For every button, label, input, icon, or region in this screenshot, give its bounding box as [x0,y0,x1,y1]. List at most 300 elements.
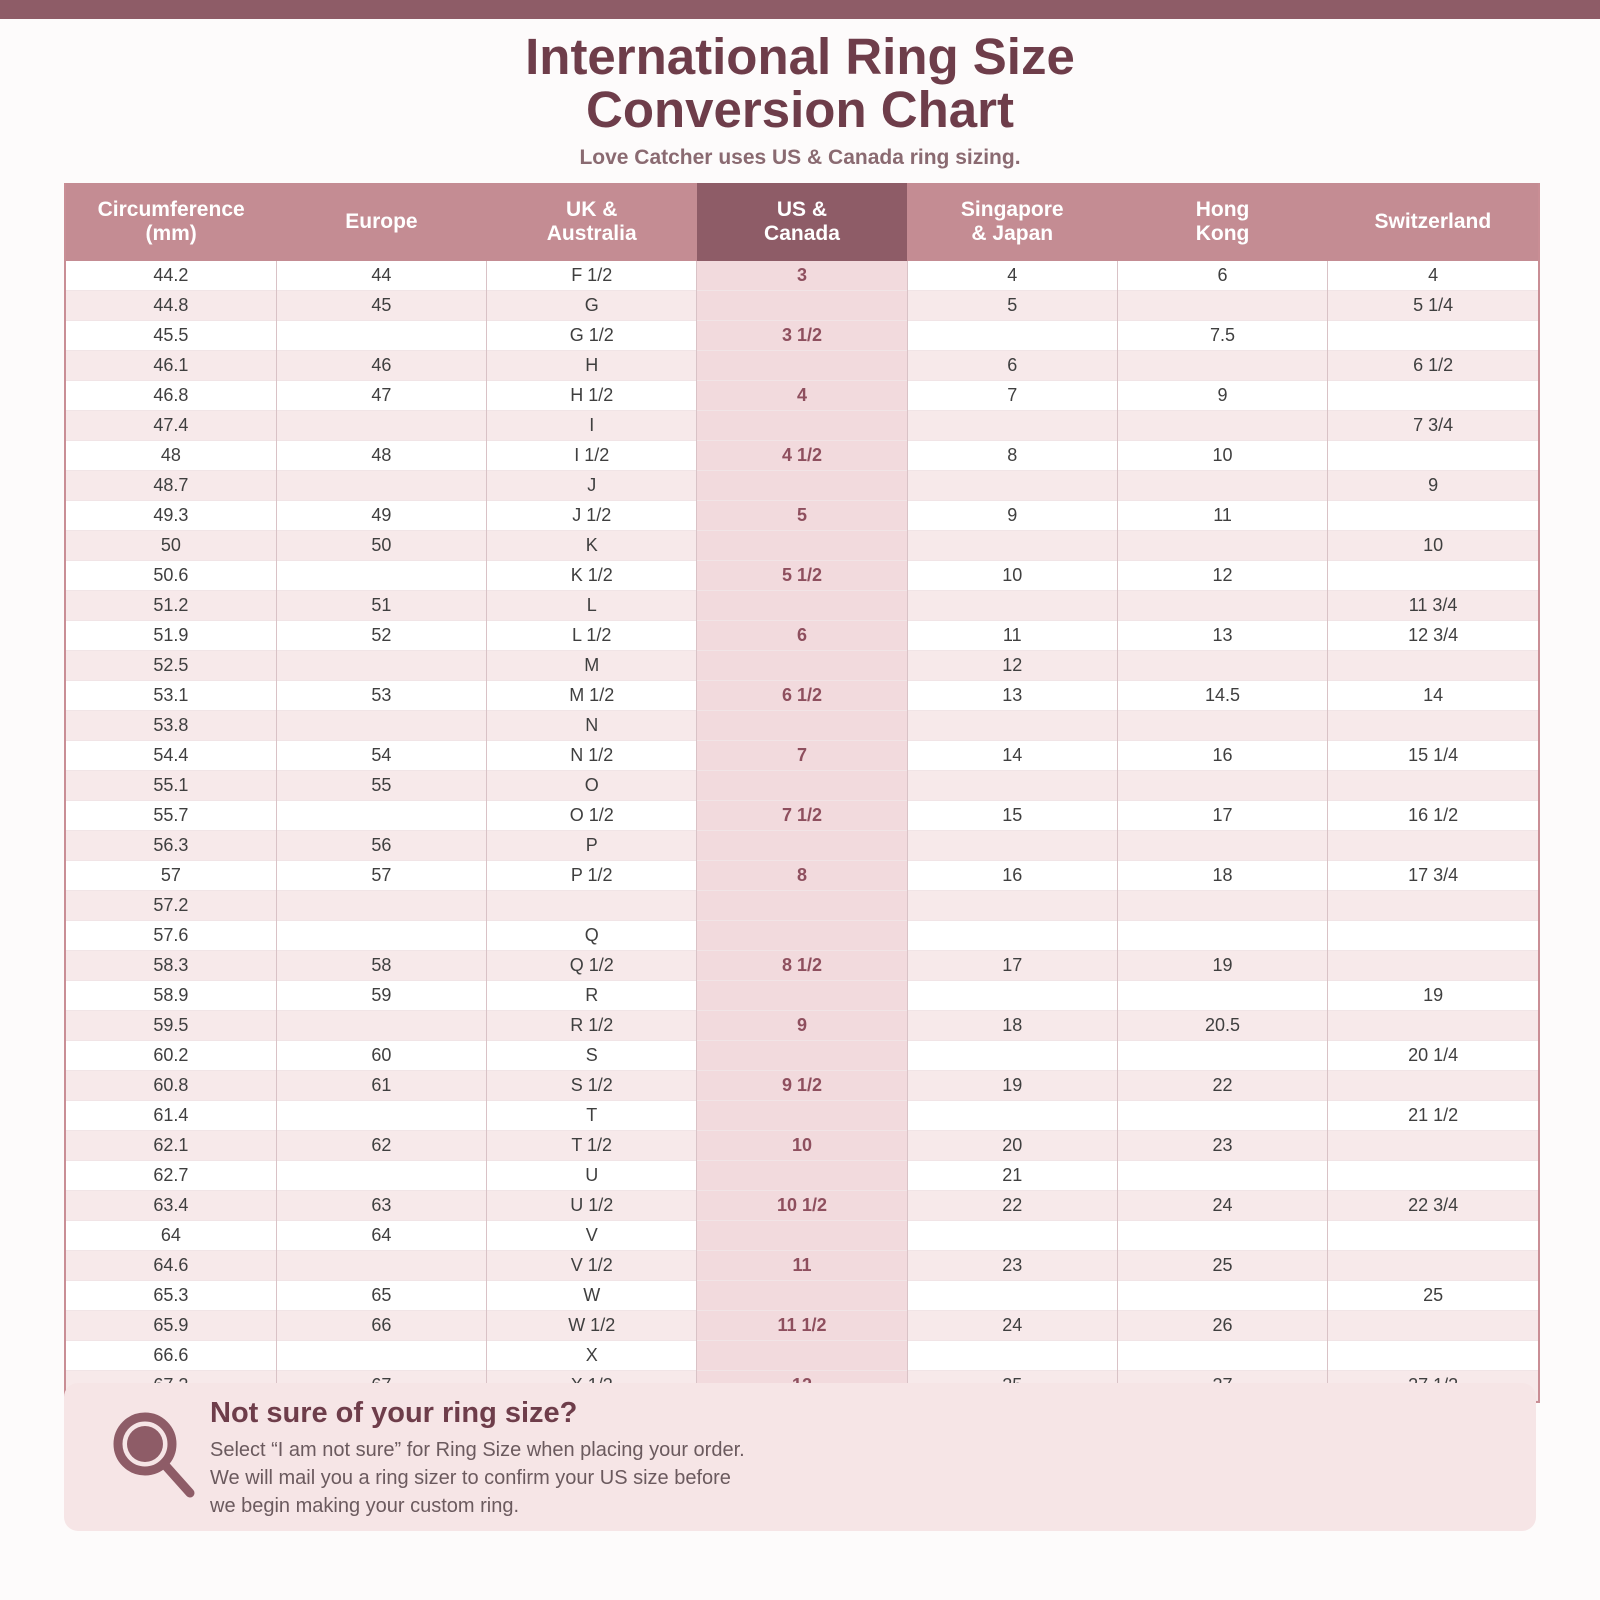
table-cell [1328,831,1538,861]
table-cell: Q 1/2 [487,951,697,981]
table-cell: 11 1/2 [697,1311,907,1341]
help-text-line: we begin making your custom ring. [210,1495,520,1517]
table-cell: J [487,471,697,501]
table-cell [1117,711,1327,741]
table-cell: S [487,1041,697,1071]
page-subtitle: Love Catcher uses US & Canada ring sizing. [579,146,1021,169]
table-cell: 20 1/4 [1328,1041,1538,1071]
table-cell: 11 [697,1251,907,1281]
table-cell: 65.3 [66,1281,276,1311]
table-cell: 6 [907,351,1117,381]
ring-size-table-container [64,183,1540,1403]
table-cell [276,891,486,921]
table-cell: 4 [907,261,1117,291]
table-cell: 8 1/2 [697,951,907,981]
table-cell: Q [487,921,697,951]
table-cell: 12 [1117,561,1327,591]
table-row [66,1101,1538,1131]
table-cell: V 1/2 [487,1251,697,1281]
table-row [66,1011,1538,1041]
table-cell [1328,501,1538,531]
table-cell: G 1/2 [487,321,697,351]
table-cell: T [487,1101,697,1131]
table-cell: 48 [66,441,276,471]
table-cell: 20 [907,1131,1117,1161]
table-cell: 21 [907,1161,1117,1191]
table-cell: M [487,651,697,681]
table-cell [1117,351,1327,381]
table-row [66,831,1538,861]
table-cell [487,891,697,921]
table-cell: 53.8 [66,711,276,741]
table-cell: 62.1 [66,1131,276,1161]
table-row [66,501,1538,531]
table-cell: S 1/2 [487,1071,697,1101]
table-cell [907,831,1117,861]
table-cell: 5 1/2 [697,561,907,591]
help-text-line: Select “I am not sure” for Ring Size when placing your order. [210,1439,745,1461]
table-cell [1117,1221,1327,1251]
table-cell [1328,1071,1538,1101]
table-cell: 55.1 [66,771,276,801]
table-row [66,1191,1538,1221]
table-cell [276,921,486,951]
table-cell [697,291,907,321]
table-cell [697,771,907,801]
table-cell: I 1/2 [487,441,697,471]
table-cell: H 1/2 [487,381,697,411]
table-row [66,1041,1538,1071]
table-body [66,261,1538,1401]
table-cell: 55.7 [66,801,276,831]
table-cell: 5 [907,291,1117,321]
column-header-label: UK & [566,198,618,221]
table-cell: 8 [907,441,1117,471]
table-row [66,801,1538,831]
table-cell: 17 [1117,801,1327,831]
table-cell: K [487,531,697,561]
table-cell: 60.8 [66,1071,276,1101]
table-cell [1328,651,1538,681]
table-cell: 24 [1117,1191,1327,1221]
table-row [66,291,1538,321]
table-row [66,411,1538,441]
table-cell [1328,711,1538,741]
table-cell: N [487,711,697,741]
table-cell: 25 [1328,1281,1538,1311]
table-cell [697,891,907,921]
table-cell: X [487,1341,697,1371]
table-row [66,621,1538,651]
table-cell: 49 [276,501,486,531]
table-cell: N 1/2 [487,741,697,771]
table-cell [1117,891,1327,921]
top-accent-bar [0,0,1600,19]
column-header [1328,183,1538,261]
table-cell: 23 [907,1251,1117,1281]
table-cell: 55 [276,771,486,801]
table-cell: 46.8 [66,381,276,411]
table-cell: P [487,831,697,861]
table-row [66,1221,1538,1251]
column-header [487,183,697,261]
table-cell [1328,1161,1538,1191]
table-cell: I [487,411,697,441]
table-cell: 6 [697,621,907,651]
table-cell [697,351,907,381]
table-cell: 10 [697,1131,907,1161]
table-cell: P 1/2 [487,861,697,891]
table-row [66,1251,1538,1281]
table-cell: 17 [907,951,1117,981]
table-cell [1117,1041,1327,1071]
table-cell: 64 [276,1221,486,1251]
column-header-label: (mm) [145,222,197,245]
table-row [66,1341,1538,1371]
table-row [66,441,1538,471]
table-cell: H [487,351,697,381]
table-cell: U 1/2 [487,1191,697,1221]
table-cell: V [487,1221,697,1251]
table-cell [907,531,1117,561]
table-cell: 9 [1117,381,1327,411]
table-cell [1328,951,1538,981]
table-cell: 56 [276,831,486,861]
table-cell: 19 [907,1071,1117,1101]
table-row [66,1131,1538,1161]
table-cell: 63.4 [66,1191,276,1221]
table-cell [1117,531,1327,561]
table-cell: T 1/2 [487,1131,697,1161]
magnifier-icon [108,1407,204,1507]
table-cell: G [487,291,697,321]
table-cell: 59 [276,981,486,1011]
title-line-1: International Ring Size [525,28,1075,85]
table-cell: 10 1/2 [697,1191,907,1221]
table-cell: 7 [907,381,1117,411]
table-cell: 46 [276,351,486,381]
table-cell [1117,1161,1327,1191]
table-cell: 57.2 [66,891,276,921]
table-cell: 10 [1117,441,1327,471]
table-cell: 60 [276,1041,486,1071]
table-cell [907,1041,1117,1071]
column-header-label: Hong [1195,198,1250,221]
table-cell: K 1/2 [487,561,697,591]
table-cell: 14 [907,741,1117,771]
table-cell: 22 [907,1191,1117,1221]
table-row [66,711,1538,741]
table-cell: 16 [907,861,1117,891]
table-cell: 48.7 [66,471,276,501]
table-cell: 17 3/4 [1328,861,1538,891]
table-cell: 10 [907,561,1117,591]
table-cell: 52.5 [66,651,276,681]
table-cell: 7 [697,741,907,771]
table-cell: 12 [907,651,1117,681]
table-row [66,561,1538,591]
table-cell: 6 1/2 [1328,351,1538,381]
table-cell [907,891,1117,921]
table-cell: 50 [66,531,276,561]
table-cell: 25 [1117,1251,1327,1281]
table-cell: 5 [697,501,907,531]
table-row [66,591,1538,621]
table-cell: 4 [697,381,907,411]
table-cell [276,1161,486,1191]
table-cell: M 1/2 [487,681,697,711]
table-cell: 3 [697,261,907,291]
table-cell: 62 [276,1131,486,1161]
table-cell [1328,1131,1538,1161]
table-cell: 50.6 [66,561,276,591]
help-title: Not sure of your ring size? [210,1397,578,1429]
table-cell: 9 [1328,471,1538,501]
page-title [0,30,1600,136]
table-cell: 7.5 [1117,321,1327,351]
table-cell [697,1101,907,1131]
table-row [66,951,1538,981]
table-cell: 7 1/2 [697,801,907,831]
table-cell: 6 1/2 [697,681,907,711]
table-cell: 66 [276,1311,486,1341]
column-header [276,183,486,261]
table-cell: 11 [1117,501,1327,531]
table-cell: O 1/2 [487,801,697,831]
column-header [907,183,1117,261]
table-row [66,1071,1538,1101]
table-cell: W [487,1281,697,1311]
table-row [66,891,1538,921]
table-cell: 45 [276,291,486,321]
table-cell: 5 1/4 [1328,291,1538,321]
table-cell: 54 [276,741,486,771]
table-cell: 46.1 [66,351,276,381]
table-cell: L [487,591,697,621]
table-cell: 44.2 [66,261,276,291]
table-cell [276,411,486,441]
table-cell: 24 [907,1311,1117,1341]
table-cell [1328,321,1538,351]
table-cell [1328,561,1538,591]
table-cell: 8 [697,861,907,891]
table-cell [697,651,907,681]
table-cell [276,801,486,831]
table-row [66,321,1538,351]
table-cell [907,1281,1117,1311]
table-cell: 16 [1117,741,1327,771]
help-text-line: We will mail you a ring sizer to confirm your US size before [210,1467,731,1489]
table-cell: R [487,981,697,1011]
table-cell [1328,1311,1538,1341]
table-cell: L 1/2 [487,621,697,651]
table-cell [1328,891,1538,921]
table-cell: O [487,771,697,801]
ring-size-table [66,183,1538,1401]
column-header-label: & Japan [971,222,1054,245]
table-cell: 18 [907,1011,1117,1041]
table-cell: 66.6 [66,1341,276,1371]
column-header-label: Switzerland [1374,210,1492,233]
table-cell [1117,411,1327,441]
table-cell [1328,441,1538,471]
table-cell: 58.3 [66,951,276,981]
table-cell [907,771,1117,801]
table-cell: 51.9 [66,621,276,651]
table-row [66,261,1538,291]
table-cell: 23 [1117,1131,1327,1161]
table-cell [697,711,907,741]
table-cell: 22 [1117,1071,1327,1101]
table-cell [1117,1281,1327,1311]
column-header [697,183,907,261]
table-cell [907,321,1117,351]
table-cell: 18 [1117,861,1327,891]
table-cell [276,321,486,351]
table-cell: W 1/2 [487,1311,697,1341]
table-cell: 19 [1117,951,1327,981]
table-cell [1117,1341,1327,1371]
table-cell: 52 [276,621,486,651]
table-row [66,471,1538,501]
table-cell [907,471,1117,501]
table-cell: 48 [276,441,486,471]
column-header-label: Canada [764,222,840,245]
table-cell: 20.5 [1117,1011,1327,1041]
table-cell: 15 1/4 [1328,741,1538,771]
table-cell [276,1101,486,1131]
table-cell [1117,591,1327,621]
table-cell: 59.5 [66,1011,276,1041]
table-cell [907,591,1117,621]
table-cell [276,711,486,741]
table-cell [697,921,907,951]
table-cell: U [487,1161,697,1191]
table-cell [276,1251,486,1281]
table-cell: 44.8 [66,291,276,321]
table-cell: 11 [907,621,1117,651]
table-cell: 54.4 [66,741,276,771]
table-cell: 11 3/4 [1328,591,1538,621]
table-cell: 14 [1328,681,1538,711]
table-cell: 61 [276,1071,486,1101]
table-cell: 58 [276,951,486,981]
table-cell [1117,831,1327,861]
table-cell: 64.6 [66,1251,276,1281]
column-header-label: Singapore [960,198,1064,221]
table-cell [907,981,1117,1011]
table-row [66,1311,1538,1341]
table-cell [697,1221,907,1251]
table-cell: 62.7 [66,1161,276,1191]
table-cell: 53 [276,681,486,711]
table-cell: 9 [907,501,1117,531]
table-cell [907,921,1117,951]
table-row [66,681,1538,711]
table-cell: 14.5 [1117,681,1327,711]
table-cell [907,1341,1117,1371]
table-cell: 9 1/2 [697,1071,907,1101]
table-cell [697,981,907,1011]
table-cell: 65 [276,1281,486,1311]
table-cell: 51 [276,591,486,621]
table-header-row [66,183,1538,261]
table-row [66,1161,1538,1191]
table-row [66,381,1538,411]
table-cell: 6 [1117,261,1327,291]
table-cell: 21 1/2 [1328,1101,1538,1131]
table-cell: 4 1/2 [697,441,907,471]
table-cell: 63 [276,1191,486,1221]
table-cell [1328,921,1538,951]
table-cell: 57 [276,861,486,891]
table-row [66,741,1538,771]
table-cell: 22 3/4 [1328,1191,1538,1221]
table-cell: 58.9 [66,981,276,1011]
table-cell [697,1281,907,1311]
table-cell [907,411,1117,441]
table-cell: R 1/2 [487,1011,697,1041]
table-cell: 53.1 [66,681,276,711]
table-cell [1117,1101,1327,1131]
table-cell: 56.3 [66,831,276,861]
table-cell [276,471,486,501]
table-cell: 60.2 [66,1041,276,1071]
table-cell [1117,471,1327,501]
table-cell [1117,291,1327,321]
table-cell [1328,381,1538,411]
table-cell [1117,981,1327,1011]
table-cell: 64 [66,1221,276,1251]
table-cell: 3 1/2 [697,321,907,351]
table-cell [276,1011,486,1041]
column-header [66,183,276,261]
table-cell: 65.9 [66,1311,276,1341]
table-cell [1328,1221,1538,1251]
column-header-label: Circumference [97,198,245,221]
table-cell: 12 3/4 [1328,621,1538,651]
table-cell [697,831,907,861]
table-cell: 57 [66,861,276,891]
column-header-label: Australia [546,222,637,245]
table-row [66,651,1538,681]
table-cell: 61.4 [66,1101,276,1131]
table-cell: 15 [907,801,1117,831]
table-cell: 45.5 [66,321,276,351]
table-row [66,861,1538,891]
table-cell: 13 [1117,621,1327,651]
title-line-2: Conversion Chart [586,81,1014,138]
table-cell: 13 [907,681,1117,711]
table-cell [697,471,907,501]
column-header-label: Europe [345,210,418,233]
table-cell: 9 [697,1011,907,1041]
table-cell [1328,1341,1538,1371]
table-cell: 57.6 [66,921,276,951]
table-row [66,771,1538,801]
table-cell: 10 [1328,531,1538,561]
table-row [66,1281,1538,1311]
table-cell [1328,1011,1538,1041]
table-cell [697,1341,907,1371]
table-cell [276,1341,486,1371]
table-cell [1117,651,1327,681]
table-cell: 7 3/4 [1328,411,1538,441]
column-header [1117,183,1327,261]
table-row [66,531,1538,561]
table-cell: 19 [1328,981,1538,1011]
table-cell [1328,1251,1538,1281]
